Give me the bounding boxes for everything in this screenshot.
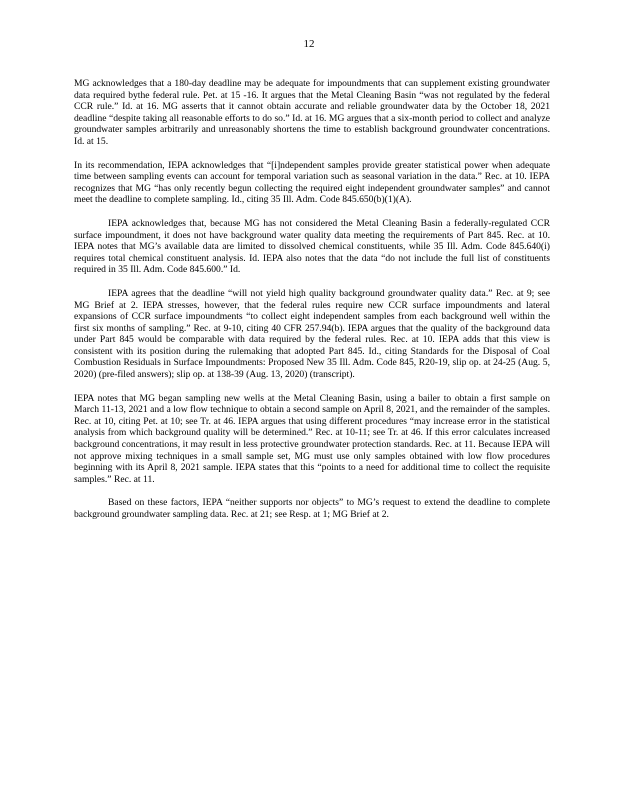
paragraph-conclusion: Based on these factors, IEPA “neither supports nor objects” to MG’s request to extend the deadline to complete background groundwater sampling data. Rec. at 21; see Resp. at 1; MG Brief at 2.	[74, 497, 550, 520]
paragraph-iepa-recommendation: In its recommendation, IEPA acknowledges that “[i]ndependent samples provide greater statistical power when adequate time between sampling events can account for temporal variation such as seasonal variation in the data.” Rec. at 10. IEPA recognizes that MG “has only recently begun collecting the required eight independent groundwater samples” and cannot meet the deadline to complete sampling. Id., citing 35 Ill. Adm. Code 845.650(b)(1)(A).	[74, 159, 550, 206]
document-body	[74, 78, 550, 533]
paragraph-iepa-acknowledges: IEPA acknowledges that, because MG has not considered the Metal Cleaning Basin a federally-regulated CCR surface impoundment, it does not have background water quality data meeting the requirements of Part 845. Rec. at 10. IEPA notes that MG’s available data are limited to dissolved chemical constituents, while 35 Ill. Adm. Code 845.640(i) requires total chemical constituent analysis. Id. IEPA also notes that the data “do not include the full list of constituents required in 35 Ill. Adm. Code 845.600.” Id.	[74, 217, 550, 276]
page-number: 12	[303, 38, 315, 50]
paragraph-iepa-notes-sampling: IEPA notes that MG began sampling new wells at the Metal Cleaning Basin, using a bailer to obtain a first sample on March 11-13, 2021 and a low flow technique to obtain a second sample on April 8, 2021, and the remainder of the samples. Rec. at 10, citing Pet. at 10; see Tr. at 46. IEPA argues that using different procedures “may increase error in the statistical analysis from which background quality will be determined.” Rec. at 10-11; see Tr. at 46. If this error calculates increased background concentrations, it may result in less protective groundwater protection standards. Rec. at 11. Because IEPA will not approve mixing techniques in a small sample set, MG must use only samples obtained with low flow procedures beginning with its April 8, 2021 sample. IEPA states that this “points to a need for additional time to collect the requisite samples.” Rec. at 11.	[74, 392, 550, 485]
paragraph-iepa-agrees: IEPA agrees that the deadline “will not yield high quality background groundwater quality data.” Rec. at 9; see MG Brief at 2. IEPA stresses, however, that the federal rules require new CCR surface impoundments and lateral expansions of CCR surface impoundments “to collect eight independent samples from each background well within the first six months of sampling.” Rec. at 9-10, citing 40 CFR 257.94(b). IEPA argues that the quality of the background data under Part 845 would be comparable with data required by the federal rules. Rec. at 10. IEPA adds that this view is consistent with its position during the rulemaking that adopted Part 845. Id., citing Standards for the Disposal of Coal Combustion Residuals in Surface Impoundments: Proposed New 35 Ill. Adm. Code 845, R20-19, slip op. at 24-25 (Aug. 5, 2020) (pre-filed answers); slip op. at 138-39 (Aug. 13, 2020) (transcript).	[74, 287, 550, 381]
paragraph-mg-acknowledges: MG acknowledges that a 180-day deadline may be adequate for impoundments that can supplement existing groundwater data required bythe federal rule. Pet. at 15 -16. It argues that the Metal Cleaning Basin “was not regulated by the federal CCR rule.” Id. at 16. MG asserts that it cannot obtain accurate and reliable groundwater data by the October 18, 2021 deadline “despite taking all reasonable efforts to do so.” Id. at 16. MG argues that a six-month period to collect and analyze groundwater samples arbitrarily and unreasonably shortens the time to establish background groundwater concentrations. Id. at 15.	[74, 78, 550, 147]
